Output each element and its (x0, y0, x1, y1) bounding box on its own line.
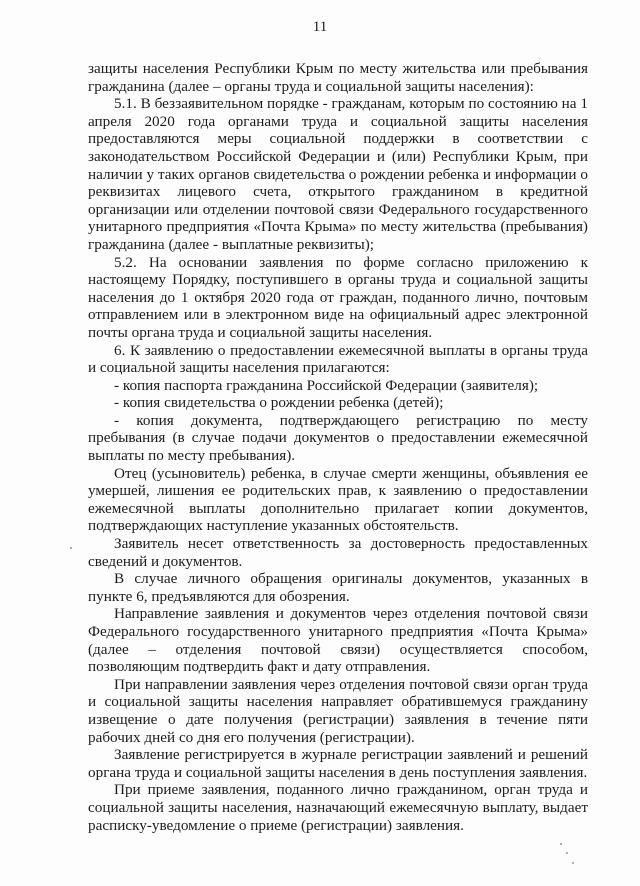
list-item-birth-certificate: - копия свидетельства о рождении ребенка (детей); (114, 394, 444, 412)
paragraph-journal-registration: Заявление регистрируется в журнале регистрации заявлений и решений органа труда и социальной защиты населения в день поступления заявления. (88, 746, 588, 781)
document-body (88, 60, 588, 834)
scan-speck (572, 862, 574, 864)
paragraph-personal-visit: В случае личного обращения оригиналы документов, указанных в пункте 6, предъявляются для обозрения. (88, 570, 588, 605)
scan-speck (560, 843, 562, 845)
paragraph-father: Отец (усыновитель) ребенка, в случае смерти женщины, объявления ее умершей, лишения ее родительских прав, к заявлению о предоставлении ежемесячной выплаты дополнительно прилагает копии документов, подтверждающих наступление указанных обстоятельств. (88, 464, 588, 535)
paragraph-receipt: При приеме заявления, поданного лично гражданином, орган труда и социальной защиты населения, назначающий ежемесячную выплату, выдает расписку-уведомление о приеме (регистрации) заявления. (88, 781, 588, 834)
paragraph-postal-submission: Направление заявления и документов через отделения почтовой связи Федерального государственного унитарного предприятия «Почта Крыма» (далее – отделения почтовой связи) осуществляется способом, позволяющим подтвердить факт и дату отправления. (88, 605, 588, 676)
list-item-registration-document: - копия документа, подтверждающего регистрацию по месту пребывания (в случае подачи документов о предоставлении ежемесячной выплаты по месту пребывания). (88, 411, 588, 465)
paragraph-5-1: 5.1. В беззаявительном порядке - гражданам, которым по состоянию на 1 апреля 2020 года органами труда и социальной защиты населения предоставляются меры социальной поддержки в соответствии с законодательством Российской Федерации и (или) Республики Крым, при наличии у таких органов свидетельства о рождении ребенка и информации о реквизитах лицевого счета, открытого гражданином в кредитной организации или отделении почтовой связи Федерального государственного унитарного предприятия «Почта Крыма» по месту жительства (пребывания) гражданина (далее - выплатные реквизиты); (88, 95, 588, 253)
scan-speck (70, 547, 72, 549)
page-number: 11 (312, 19, 328, 35)
paragraph-postal-notice: При направлении заявления через отделения почтовой связи орган труда и социальной защиты населения направляет обратившемуся гражданину извещение о дате получения (регистрации) заявления в течение пяти рабочих дней со дня его получения (регистрации). (88, 675, 588, 746)
list-item-passport: - копия паспорта гражданина Российской Федерации (заявителя); (114, 376, 539, 394)
paragraph-5-2: 5.2. На основании заявления по форме согласно приложению к настоящему Порядку, поступившего в органы труда и социальной защиты населения до 1 октября 2020 года от граждан, поданного лично, почтовым отправлением или в электронном виде на официальный адрес электронной почты органа труда и социальной защиты населения. (88, 253, 588, 341)
paragraph-6: 6. К заявлению о предоставлении ежемесячной выплаты в органы труда и социальной защиты населения прилагаются: (88, 341, 588, 377)
scan-speck (566, 852, 568, 854)
paragraph-responsibility: Заявитель несет ответственность за достоверность предоставленных сведений и документов. (88, 535, 588, 570)
paragraph-intro: защиты населения Республики Крым по месту жительства или пребывания гражданина (далее – органы труда и социальной защиты населения): (88, 60, 588, 95)
